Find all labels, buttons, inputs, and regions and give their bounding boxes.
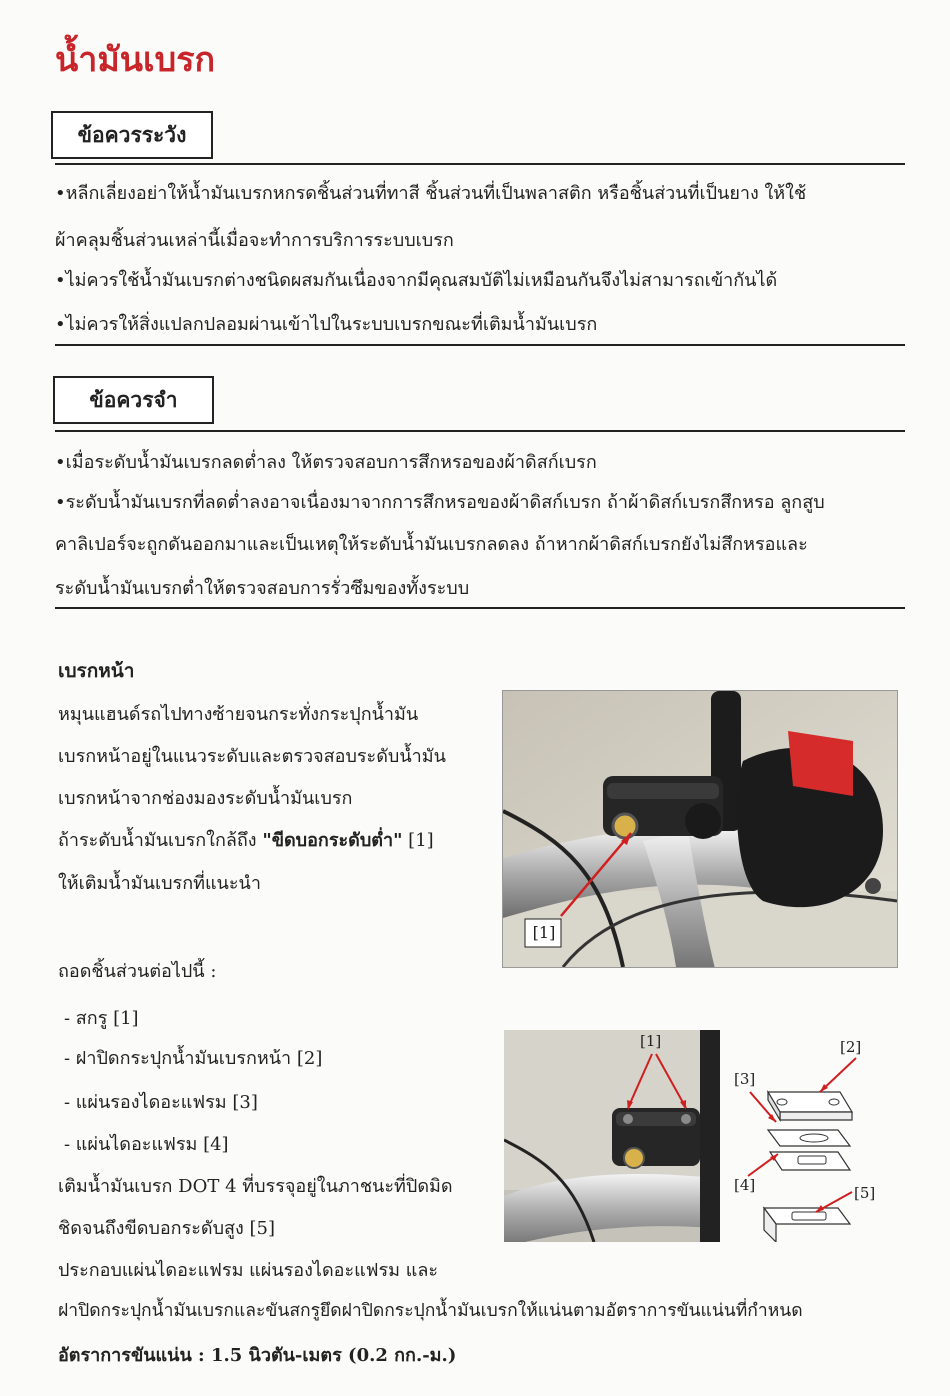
low-level-line <box>58 830 434 852</box>
diagram-label-2: [2] <box>840 1038 862 1056</box>
note-line: ระดับน้ำมันเบรกต่ำให้ตรวจสอบการรั่วซึมของทั้งระบบ <box>55 578 470 599</box>
note-line: •ระดับน้ำมันเบรกที่ลดต่ำลงอาจเนื่องมาจากการสึกหรอของผ้าดิสก์เบรก ถ้าผ้าดิสก์เบรกสึกหรอ ลูกสูบ <box>55 492 825 513</box>
fill-line: ประกอบแผ่นไดอะแฟรม แผ่นรองไดอะแฟรม และ <box>58 1260 439 1281</box>
caution-heading-box <box>51 111 213 159</box>
torque-spec: อัตราการขันแน่น : 1.5 นิวตัน-เมตร (0.2 กก.-ม.) <box>58 1345 457 1366</box>
removal-item: - แผ่นรองไดอะแฟรม [3] <box>64 1092 258 1113</box>
divider <box>55 344 905 346</box>
front-brake-line: เบรกหน้าอยู่ในแนวระดับและตรวจสอบระดับน้ำมัน <box>58 746 446 767</box>
front-brake-line: หมุนแฮนด์รถไปทางซ้ายจนกระทั่งกระปุกน้ำมัน <box>58 704 419 725</box>
low-level-ref: [1] <box>402 830 434 851</box>
removal-item: - สกรู [1] <box>64 1008 139 1029</box>
low-level-mark: "ขีดบอกระดับต่ำ" <box>262 830 403 851</box>
caution-line: •ไม่ควรให้สิ่งแปลกปลอมผ่านเข้าไปในระบบเบรกขณะที่เติมน้ำมันเบรก <box>55 314 598 335</box>
removal-item: - ฝาปิดกระปุกน้ำมันเบรกหน้า [2] <box>64 1048 323 1069</box>
refill-line: ให้เติมน้ำมันเบรกที่แนะนำ <box>58 873 261 894</box>
diagram-label-3: [3] <box>734 1070 756 1088</box>
divider <box>55 163 905 165</box>
removal-item: - แผ่นไดอะแฟรม [4] <box>64 1134 229 1155</box>
caution-line: •หลีกเลี่ยงอย่าให้น้ำมันเบรกหกรดชิ้นส่วนที่ทาสี ชิ้นส่วนที่เป็นพลาสติก หรือชิ้นส่วนที่เป็นยาง ให้ใช้ <box>55 183 807 204</box>
cap-exploded-diagram <box>720 1030 880 1242</box>
low-level-prefix: ถ้าระดับน้ำมันเบรกใกล้ถึง <box>58 830 263 851</box>
note-line: •เมื่อระดับน้ำมันเบรกลดต่ำลง ให้ตรวจสอบการสึกหรอของผ้าดิสก์เบรก <box>55 452 597 473</box>
divider <box>55 430 905 432</box>
diagram-label-5: [5] <box>854 1184 876 1202</box>
front-brake-heading: เบรกหน้า <box>58 660 135 682</box>
fill-line: ชิดจนถึงขีดบอกระดับสูง [5] <box>58 1218 276 1239</box>
note-heading-box <box>53 376 214 424</box>
note-line: คาลิเปอร์จะถูกดันออกมาและเป็นเหตุให้ระดับน้ำมันเบรกลดลง ถ้าหากผ้าดิสก์เบรกยังไม่สึกหรอและ <box>55 534 808 555</box>
reservoir-photo <box>502 690 898 968</box>
fill-line: เติมน้ำมันเบรก DOT 4 ที่บรรจุอยู่ในภาชนะที่ปิดมิด <box>58 1176 453 1197</box>
diagram-label-4: [4] <box>734 1176 756 1194</box>
photo1-callout-label: [1] <box>532 923 556 942</box>
photo2-callout-arrows <box>600 1050 710 1120</box>
caution-heading: ข้อควรระวัง <box>77 121 187 147</box>
page-title: น้ำมันเบรก <box>55 40 216 80</box>
front-brake-line: เบรกหน้าจากช่องมองระดับน้ำมันเบรก <box>58 788 353 809</box>
photo2-callout-label: [1] <box>640 1032 662 1050</box>
caution-line: ผ้าคลุมชิ้นส่วนเหล่านี้เมื่อจะทำการบริการระบบเบรก <box>55 230 454 251</box>
fill-line: ฝาปิดกระปุกน้ำมันเบรกและขันสกรูยึดฝาปิดกระปุกน้ำมันเบรกให้แน่นตามอัตราการขันแน่นที่กำหนด <box>58 1301 803 1321</box>
note-heading: ข้อควรจำ <box>89 386 178 412</box>
divider <box>55 607 905 609</box>
removal-intro: ถอดชิ้นส่วนต่อไปนี้ : <box>58 961 217 982</box>
caution-line: •ไม่ควรใช้น้ำมันเบรกต่างชนิดผสมกันเนื่องจากมีคุณสมบัติไม่เหมือนกันจึงไม่สามารถเข้ากันได้ <box>55 270 778 291</box>
